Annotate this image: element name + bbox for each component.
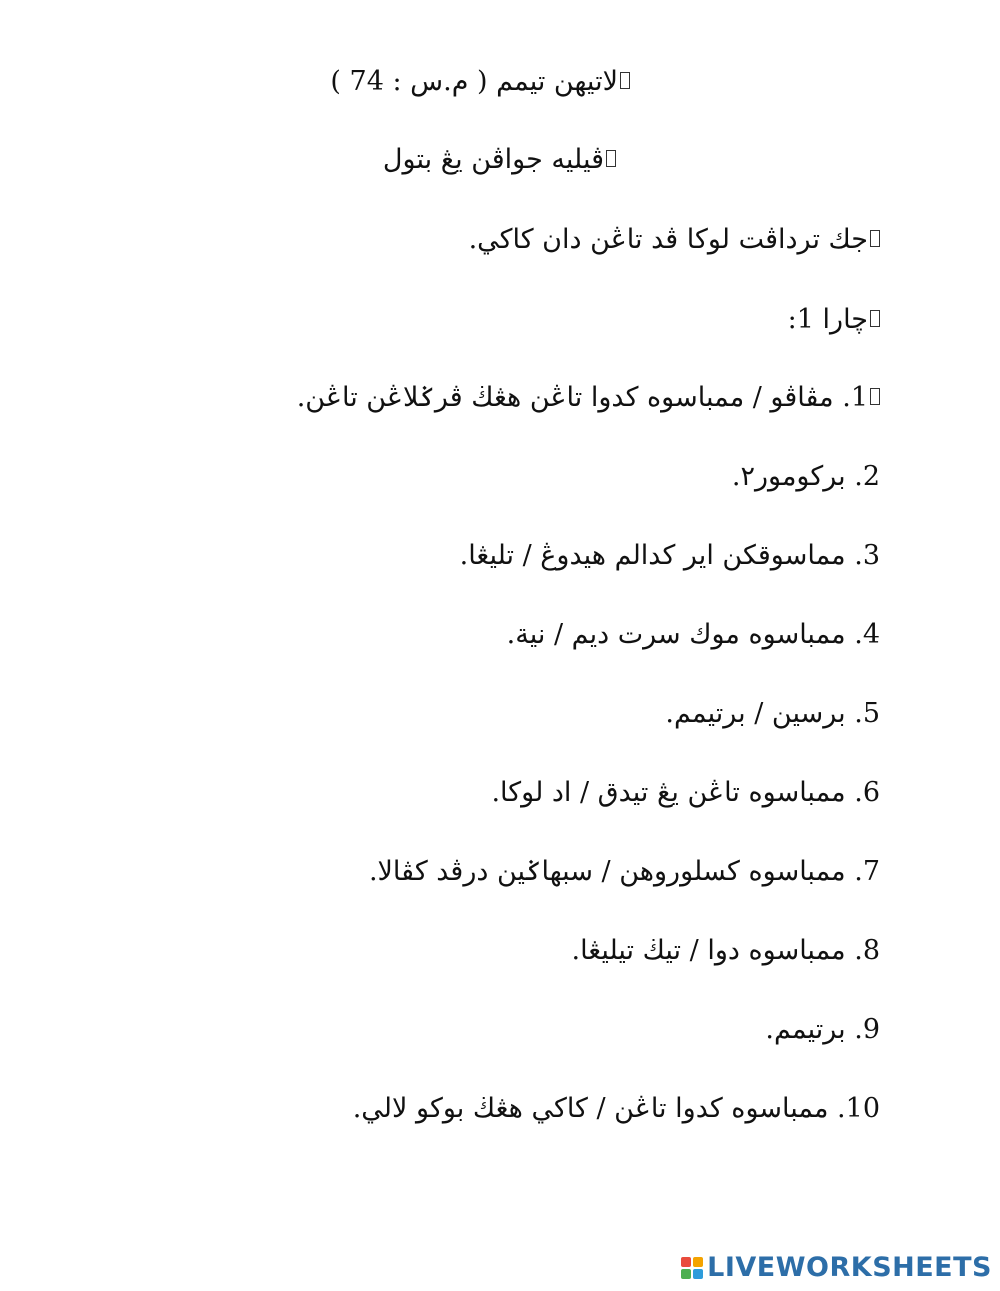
list-item	[665, 694, 880, 734]
list-item-text: 7. ممباسوه كسلوروهن / سبهاݢين درڤد كڤالا.	[368, 856, 880, 887]
list-item-text: 2. بركومور٢.	[731, 461, 880, 492]
checkbox-glyph-icon	[870, 388, 880, 405]
logo-square	[681, 1269, 691, 1279]
part-label-text: چارا 1:	[787, 304, 868, 335]
worksheet-subtitle	[383, 140, 616, 180]
list-item-text: 10. ممباسوه كدوا تاڠن / كاكي هڠڬ بوكو لالي.	[352, 1093, 880, 1124]
worksheet-instruction	[469, 220, 880, 260]
list-item	[765, 1010, 880, 1050]
logo-square	[693, 1269, 703, 1279]
list-item	[571, 931, 880, 971]
liveworksheets-logo	[681, 1252, 992, 1283]
list-item	[460, 536, 880, 576]
list-item	[353, 1089, 880, 1129]
list-item-text: 3. مماسوقكن اير كدالم هيدوڠ / تليڠا.	[459, 540, 880, 571]
list-item-text: 5. برسين / برتيمم.	[665, 698, 880, 729]
list-item	[732, 457, 880, 497]
checkbox-glyph-icon	[870, 230, 880, 247]
checkbox-glyph-icon	[620, 72, 630, 89]
list-item	[369, 852, 880, 892]
list-item-text: 4. ممباسوه موك سرت ديم / نية.	[506, 619, 880, 650]
list-item	[297, 378, 880, 418]
worksheet-title-text: لاتيهن تيمم ( م.س : 74 )	[330, 66, 618, 97]
worksheet-subtitle-text: ڤيليه جواڤن يڠ بتول	[382, 144, 604, 175]
list-item	[491, 773, 880, 813]
worksheet-instruction-text: جك ترداڤت لوكا ڤد تاڠن دان كاكي.	[468, 224, 868, 255]
liveworksheets-logo-icon	[681, 1257, 703, 1279]
list-item-text: 8. ممباسوه دوا / تيڬ تيليڠا.	[571, 935, 880, 966]
checkbox-glyph-icon	[606, 150, 616, 167]
list-item-text: 9. برتيمم.	[765, 1014, 880, 1045]
list-item-text: 1. مڤاڤو / ممباسوه كدوا تاڠن هڠڬ ڤرݢلاڠن تاڠن.	[296, 382, 868, 413]
logo-text: LIVEWORKSHEETS	[707, 1252, 992, 1283]
part-label	[788, 300, 880, 340]
checkbox-glyph-icon	[870, 310, 880, 327]
worksheet-title	[330, 62, 630, 102]
list-item-text: 6. ممباسوه تاڠن يڠ تيدق / اد لوكا.	[491, 777, 880, 808]
logo-square	[693, 1257, 703, 1267]
list-item	[507, 615, 880, 655]
logo-square	[681, 1257, 691, 1267]
